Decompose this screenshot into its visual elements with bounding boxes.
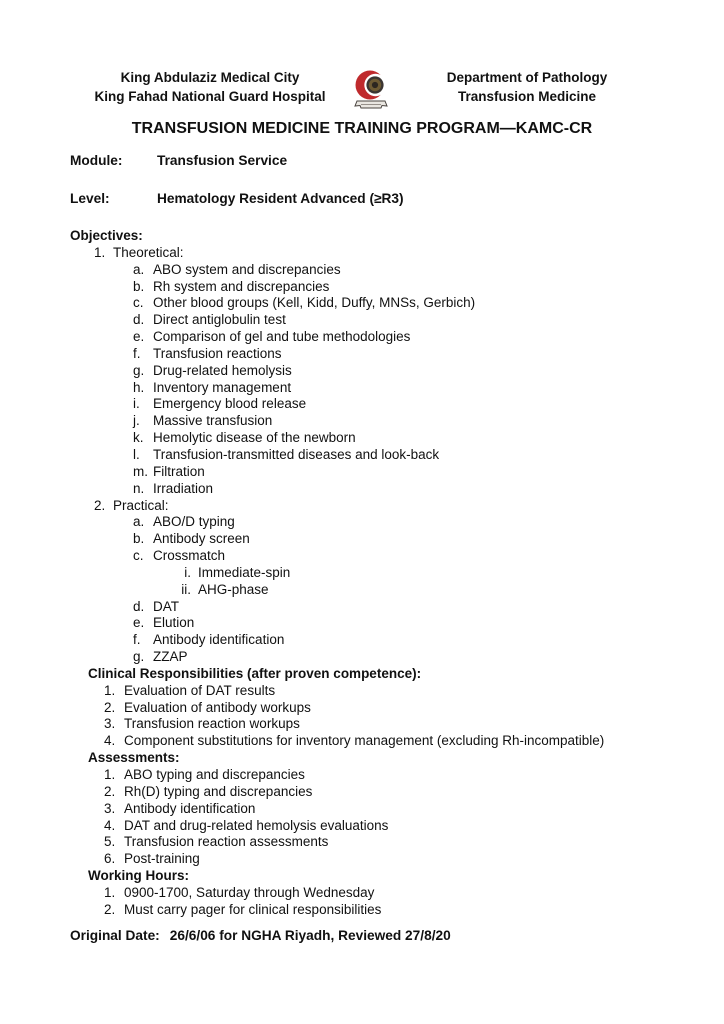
list-marker: g. xyxy=(133,649,145,665)
outline-line xyxy=(70,615,710,632)
outline-line xyxy=(70,885,710,902)
list-marker: h. xyxy=(133,379,145,395)
list-marker: a. xyxy=(133,514,145,530)
outline-text: AHG-phase xyxy=(198,581,269,597)
list-marker: a. xyxy=(133,261,145,277)
outline-line xyxy=(70,514,710,531)
outline-text: Other blood groups (Kell, Kidd, Duffy, MNSs, Gerbich) xyxy=(153,295,476,311)
hospital-name-line1: King Abdulaziz Medical City xyxy=(120,70,300,85)
outline-line xyxy=(70,329,710,346)
hospital-name-block xyxy=(70,68,350,106)
outline-line xyxy=(70,582,710,599)
outline-text: Component substitutions for inventory management (excluding Rh-incompatible) xyxy=(124,733,605,749)
outline-line xyxy=(70,666,710,683)
outline-line xyxy=(70,396,710,413)
outline-text: Direct antiglobulin test xyxy=(153,312,286,328)
meta-fields xyxy=(70,151,670,208)
outline-line xyxy=(70,295,710,312)
outline-line xyxy=(70,683,710,700)
outline-line xyxy=(70,649,710,666)
outline-line xyxy=(70,245,710,262)
outline-line xyxy=(70,716,710,733)
outline-text: DAT xyxy=(153,598,179,614)
outline-text: Clinical Responsibilities (after proven competence): xyxy=(88,665,422,681)
document-title: TRANSFUSION MEDICINE TRAINING PROGRAM—KAMC-CR xyxy=(131,120,593,137)
list-marker: c. xyxy=(133,295,144,311)
hospital-name-line2: King Fahad National Guard Hospital xyxy=(94,89,326,104)
outline-text: Must carry pager for clinical responsibilities xyxy=(124,901,382,917)
outline-line xyxy=(70,430,710,447)
outline-text: Evaluation of antibody workups xyxy=(124,699,311,715)
outline-line xyxy=(70,632,710,649)
module-label: Module: xyxy=(70,153,123,168)
list-marker: b. xyxy=(133,531,145,547)
outline-text: Comparison of gel and tube methodologies xyxy=(153,329,411,345)
original-date-label: Original Date: xyxy=(70,928,160,943)
outline-text: Working Hours: xyxy=(88,868,189,884)
module-row xyxy=(70,151,670,170)
outline-line xyxy=(70,413,710,430)
outline-line xyxy=(70,868,710,885)
outline-line xyxy=(70,464,710,481)
department-name-block xyxy=(436,68,618,106)
outline-text: ABO system and discrepancies xyxy=(153,261,341,277)
outline-text: Elution xyxy=(153,615,195,631)
outline-line xyxy=(70,346,710,363)
outline-text: ZZAP xyxy=(153,649,188,665)
outline-text: ABO/D typing xyxy=(153,514,235,530)
outline-text: Crossmatch xyxy=(153,548,226,564)
list-marker: k. xyxy=(133,430,144,446)
outline-line xyxy=(70,498,710,515)
original-date-value: 26/6/06 for NGHA Riyadh, Reviewed 27/8/20 xyxy=(169,928,451,943)
level-label: Level: xyxy=(70,191,110,206)
outline-text: Emergency blood release xyxy=(153,396,307,412)
list-marker: i. xyxy=(133,396,140,412)
list-marker: d. xyxy=(133,312,145,328)
outline-text: Transfusion reaction assessments xyxy=(124,834,329,850)
list-marker: c. xyxy=(133,548,144,564)
outline-line xyxy=(70,312,710,329)
list-marker: 1. xyxy=(104,767,116,782)
outline-line xyxy=(70,818,710,835)
outline-text: Antibody identification xyxy=(124,800,256,816)
outline-text: Rh(D) typing and discrepancies xyxy=(124,783,313,799)
outline-text: Hemolytic disease of the newborn xyxy=(153,430,356,446)
outline-text: Post-training xyxy=(124,851,200,867)
outline-line xyxy=(70,481,710,498)
list-marker: b. xyxy=(133,278,145,294)
outline-line xyxy=(70,531,710,548)
module-value: Transfusion Service xyxy=(157,153,288,168)
outline-text: Massive transfusion xyxy=(153,413,273,429)
level-value: Hematology Resident Advanced (≥R3) xyxy=(157,191,404,206)
list-marker: 4. xyxy=(104,817,116,833)
outline-line xyxy=(70,262,710,279)
outline-line xyxy=(70,599,710,616)
outline-text: Theoretical: xyxy=(113,244,184,260)
list-marker: 2. xyxy=(104,901,116,917)
outline-line xyxy=(70,801,710,818)
outline-text: Objectives: xyxy=(70,228,143,243)
list-marker: i. xyxy=(184,564,191,580)
list-marker: g. xyxy=(133,362,145,378)
outline-line xyxy=(70,447,710,464)
outline-line xyxy=(70,363,710,380)
department-name-line2: Transfusion Medicine xyxy=(457,89,597,104)
list-marker: l. xyxy=(133,446,140,462)
outline-text: Transfusion-transmitted diseases and look-back xyxy=(153,446,440,462)
list-marker: 6. xyxy=(104,851,116,867)
outline-line xyxy=(70,851,710,868)
outline-line xyxy=(70,834,710,851)
outline-text: ABO typing and discrepancies xyxy=(124,767,305,782)
list-marker: 1. xyxy=(104,682,116,698)
outline-text: Drug-related hemolysis xyxy=(153,362,292,378)
document-outline xyxy=(70,228,710,919)
list-marker: 2. xyxy=(104,699,116,715)
list-marker: 3. xyxy=(104,716,116,732)
list-marker: d. xyxy=(133,598,145,614)
outline-text: Antibody identification xyxy=(153,632,285,648)
list-marker: j. xyxy=(133,413,140,429)
outline-text: DAT and drug-related hemolysis evaluations xyxy=(124,817,389,833)
document-header xyxy=(0,68,724,116)
ngha-crest-icon xyxy=(352,68,390,112)
outline-line xyxy=(70,700,710,717)
outline-line xyxy=(70,565,710,582)
level-row xyxy=(70,189,670,208)
outline-line xyxy=(70,548,710,565)
outline-line xyxy=(70,279,710,296)
list-marker: 2. xyxy=(104,783,116,799)
outline-line xyxy=(70,380,710,397)
list-marker: 3. xyxy=(104,800,116,816)
outline-text: Antibody screen xyxy=(153,531,250,547)
outline-line xyxy=(70,784,710,801)
list-marker: e. xyxy=(133,329,145,345)
outline-text: Evaluation of DAT results xyxy=(124,682,276,698)
department-name-line1: Department of Pathology xyxy=(446,70,608,85)
list-marker: f. xyxy=(133,345,141,361)
outline-line xyxy=(70,750,710,767)
original-date-line xyxy=(70,928,451,943)
list-marker: 5. xyxy=(104,834,116,850)
outline-text: Irradiation xyxy=(153,480,214,496)
outline-line xyxy=(70,902,710,919)
outline-line xyxy=(70,228,710,245)
list-marker: e. xyxy=(133,615,145,631)
outline-line xyxy=(70,767,710,784)
outline-text: Immediate-spin xyxy=(198,564,291,580)
list-marker: f. xyxy=(133,632,141,648)
list-marker: n. xyxy=(133,480,145,496)
list-marker: 1. xyxy=(94,244,106,260)
outline-line xyxy=(70,733,710,750)
outline-text: Inventory management xyxy=(153,379,292,395)
outline-text: Filtration xyxy=(153,463,205,479)
outline-text: Transfusion reaction workups xyxy=(124,716,300,732)
list-marker: 1. xyxy=(104,884,116,900)
list-marker: m. xyxy=(133,463,148,479)
list-marker: ii. xyxy=(181,581,191,597)
outline-text: 0900-1700, Saturday through Wednesday xyxy=(124,884,375,900)
outline-text: Practical: xyxy=(113,497,169,513)
outline-text: Rh system and discrepancies xyxy=(153,278,330,294)
list-marker: 2. xyxy=(94,497,106,513)
list-marker: 4. xyxy=(104,733,116,749)
outline-text: Transfusion reactions xyxy=(153,345,282,361)
outline-text: Assessments: xyxy=(88,750,180,766)
